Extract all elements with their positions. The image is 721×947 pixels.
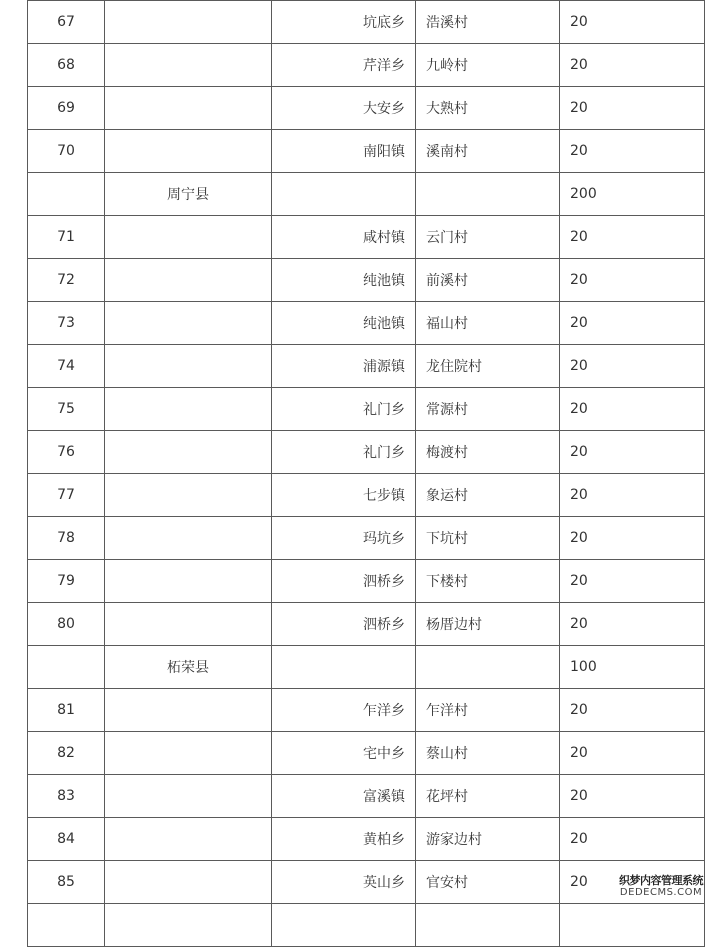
table-body	[28, 1, 705, 947]
row-number-cell	[28, 173, 105, 216]
row-number-cell	[28, 904, 105, 947]
amount-cell: 100	[560, 646, 705, 689]
table-row	[28, 560, 705, 603]
village-cell: 下楼村	[416, 560, 560, 603]
table-row	[28, 775, 705, 818]
township-cell	[272, 646, 416, 689]
dedecms-watermark	[609, 875, 713, 898]
county-cell	[105, 1, 272, 44]
table-row	[28, 818, 705, 861]
village-cell: 花坪村	[416, 775, 560, 818]
village-cell	[416, 173, 560, 216]
county-cell	[105, 474, 272, 517]
county-cell	[105, 517, 272, 560]
village-cell: 九岭村	[416, 44, 560, 87]
table-row	[28, 44, 705, 87]
row-number-cell: 73	[28, 302, 105, 345]
village-allocation-table	[27, 0, 705, 947]
amount-cell: 20	[560, 732, 705, 775]
county-cell	[105, 44, 272, 87]
watermark-chinese-text: 织梦内容管理系统	[619, 874, 703, 887]
row-number-cell: 78	[28, 517, 105, 560]
table-row	[28, 517, 705, 560]
table-row	[28, 646, 705, 689]
row-number-cell: 77	[28, 474, 105, 517]
county-cell	[105, 818, 272, 861]
amount-cell: 20	[560, 259, 705, 302]
row-number-cell: 76	[28, 431, 105, 474]
table-row	[28, 732, 705, 775]
table-row	[28, 431, 705, 474]
village-cell: 龙住院村	[416, 345, 560, 388]
table-row	[28, 345, 705, 388]
township-cell: 浦源镇	[272, 345, 416, 388]
county-cell	[105, 388, 272, 431]
row-number-cell: 74	[28, 345, 105, 388]
amount-cell: 20	[560, 603, 705, 646]
county-cell	[105, 603, 272, 646]
amount-cell: 20	[560, 474, 705, 517]
township-cell: 玛坑乡	[272, 517, 416, 560]
row-number-cell: 82	[28, 732, 105, 775]
amount-cell: 20	[560, 818, 705, 861]
village-cell: 浩溪村	[416, 1, 560, 44]
row-number-cell: 85	[28, 861, 105, 904]
table-row	[28, 689, 705, 732]
amount-cell: 20	[560, 87, 705, 130]
county-cell	[105, 861, 272, 904]
amount-cell: 20	[560, 861, 705, 904]
township-cell: 英山乡	[272, 861, 416, 904]
table-row	[28, 603, 705, 646]
amount-cell: 20	[560, 216, 705, 259]
township-cell	[272, 904, 416, 947]
county-cell	[105, 259, 272, 302]
row-number-cell: 75	[28, 388, 105, 431]
table-row	[28, 302, 705, 345]
county-cell	[105, 560, 272, 603]
amount-cell: 20	[560, 560, 705, 603]
village-cell: 梅渡村	[416, 431, 560, 474]
township-cell: 咸村镇	[272, 216, 416, 259]
township-cell: 泗桥乡	[272, 603, 416, 646]
township-cell	[272, 173, 416, 216]
village-cell	[416, 646, 560, 689]
row-number-cell: 72	[28, 259, 105, 302]
amount-cell: 20	[560, 388, 705, 431]
table-row	[28, 861, 705, 904]
village-cell: 杨厝边村	[416, 603, 560, 646]
amount-cell: 20	[560, 517, 705, 560]
row-number-cell: 67	[28, 1, 105, 44]
village-cell: 游家边村	[416, 818, 560, 861]
row-number-cell: 79	[28, 560, 105, 603]
county-cell	[105, 216, 272, 259]
village-cell: 溪南村	[416, 130, 560, 173]
table-row	[28, 904, 705, 947]
township-cell: 富溪镇	[272, 775, 416, 818]
county-cell	[105, 87, 272, 130]
township-cell: 纯池镇	[272, 259, 416, 302]
village-cell: 象运村	[416, 474, 560, 517]
village-cell: 下坑村	[416, 517, 560, 560]
table-row	[28, 388, 705, 431]
amount-cell: 20	[560, 345, 705, 388]
township-cell: 南阳镇	[272, 130, 416, 173]
table-row	[28, 259, 705, 302]
county-cell	[105, 775, 272, 818]
amount-cell: 20	[560, 302, 705, 345]
table-row	[28, 173, 705, 216]
row-number-cell: 84	[28, 818, 105, 861]
table-row	[28, 130, 705, 173]
township-cell: 乍洋乡	[272, 689, 416, 732]
county-cell	[105, 689, 272, 732]
county-cell	[105, 345, 272, 388]
amount-cell	[560, 904, 705, 947]
village-cell: 前溪村	[416, 259, 560, 302]
amount-cell: 20	[560, 431, 705, 474]
amount-cell: 20	[560, 44, 705, 87]
row-number-cell: 69	[28, 87, 105, 130]
row-number-cell: 81	[28, 689, 105, 732]
amount-cell: 20	[560, 689, 705, 732]
row-number-cell: 80	[28, 603, 105, 646]
county-cell	[105, 904, 272, 947]
row-number-cell: 71	[28, 216, 105, 259]
township-cell: 礼门乡	[272, 388, 416, 431]
township-cell: 泗桥乡	[272, 560, 416, 603]
village-cell: 福山村	[416, 302, 560, 345]
table-row	[28, 216, 705, 259]
county-cell	[105, 302, 272, 345]
amount-cell: 20	[560, 1, 705, 44]
township-cell: 黄柏乡	[272, 818, 416, 861]
township-cell: 芹洋乡	[272, 44, 416, 87]
village-cell	[416, 904, 560, 947]
village-cell: 大熟村	[416, 87, 560, 130]
village-cell: 乍洋村	[416, 689, 560, 732]
township-cell: 七步镇	[272, 474, 416, 517]
county-cell	[105, 130, 272, 173]
row-number-cell: 68	[28, 44, 105, 87]
township-cell: 坑底乡	[272, 1, 416, 44]
township-cell: 宅中乡	[272, 732, 416, 775]
village-cell: 蔡山村	[416, 732, 560, 775]
amount-cell: 20	[560, 130, 705, 173]
village-cell: 常源村	[416, 388, 560, 431]
row-number-cell: 83	[28, 775, 105, 818]
county-cell: 周宁县	[105, 173, 272, 216]
amount-cell: 20	[560, 775, 705, 818]
village-cell: 官安村	[416, 861, 560, 904]
township-cell: 纯池镇	[272, 302, 416, 345]
row-number-cell: 70	[28, 130, 105, 173]
table-row	[28, 474, 705, 517]
table-row	[28, 87, 705, 130]
amount-cell: 200	[560, 173, 705, 216]
row-number-cell	[28, 646, 105, 689]
data-table-container	[27, 0, 705, 947]
watermark-english-text: DEDECMS.COM	[619, 887, 703, 899]
table-row	[28, 1, 705, 44]
county-cell	[105, 732, 272, 775]
county-cell: 柘荣县	[105, 646, 272, 689]
village-cell: 云门村	[416, 216, 560, 259]
county-cell	[105, 431, 272, 474]
township-cell: 礼门乡	[272, 431, 416, 474]
township-cell: 大安乡	[272, 87, 416, 130]
